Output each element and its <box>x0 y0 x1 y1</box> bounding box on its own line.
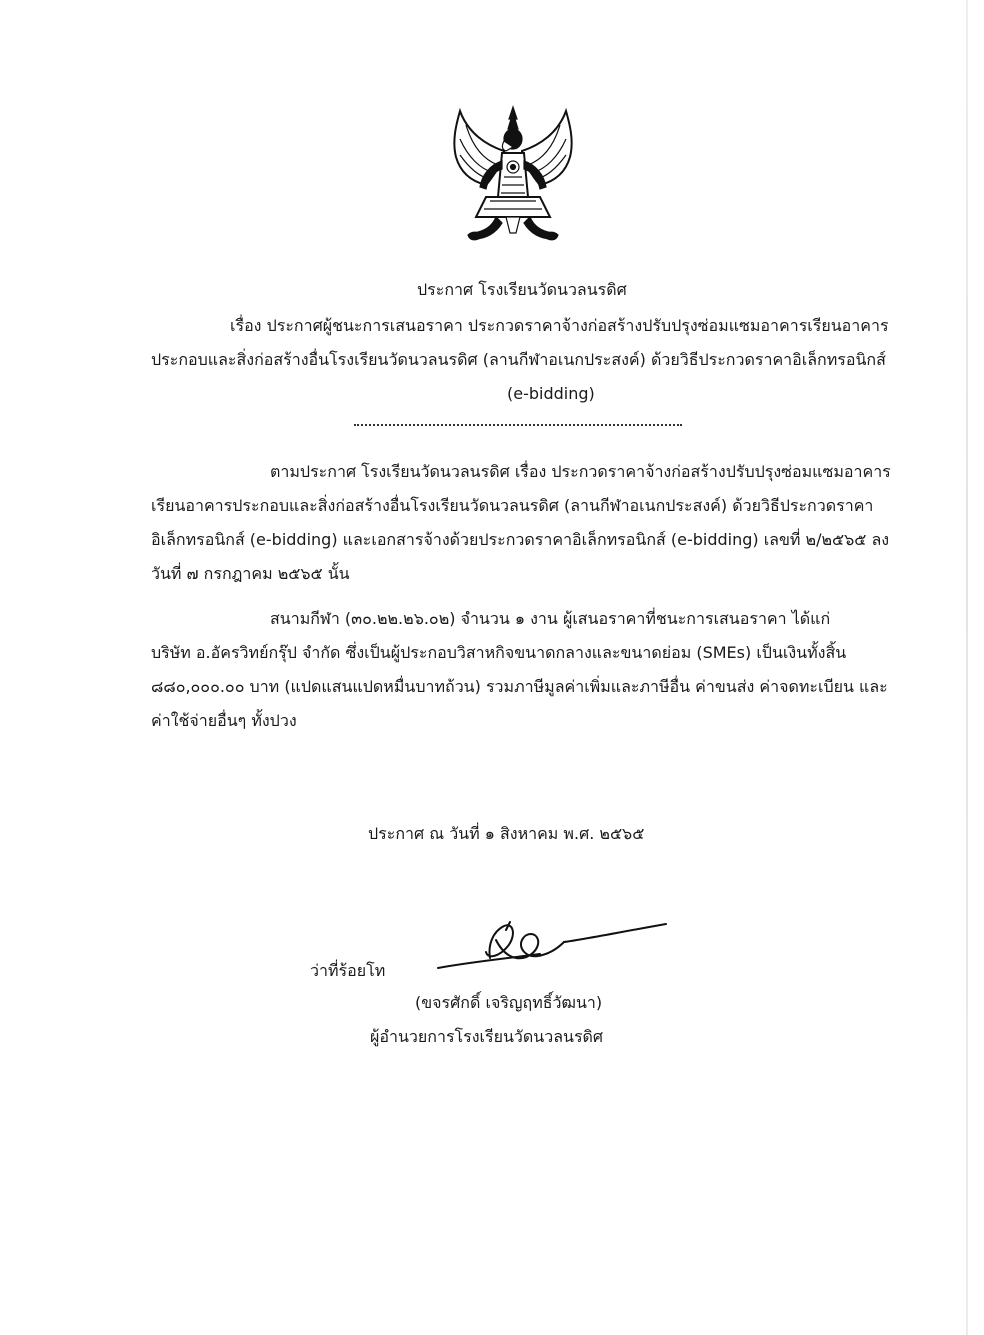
para2-line-2: บริษัท อ.อัครวิทย์กรุ๊ป จำกัด ซึ่งเป็นผู้ประกอบวิสาหกิจขนาดกลางและขนาดย่อม (SMEs) เป็นเงินทั้งสิ้น <box>151 643 847 662</box>
signatory-name: (ขจรศักดิ์ เจริญฤทธิ์วัฒนา) <box>415 993 603 1012</box>
para2-line-1: สนามกีฬา (๓๐.๒๒.๒๖.๐๒) จำนวน ๑ งาน ผู้เสนอราคาที่ชนะการเสนอราคา ได้แก่ <box>270 609 831 628</box>
garuda-emblem-icon <box>446 105 581 245</box>
announcement-date: ประกาศ ณ วันที่ ๑ สิงหาคม พ.ศ. ๒๕๖๕ <box>368 824 645 843</box>
signature-icon <box>430 918 670 980</box>
announcement-title: ประกาศ โรงเรียนวัดนวลนรดิศ <box>417 280 627 299</box>
subject-line-3: (e-bidding) <box>507 384 595 403</box>
para1-line-4: วันที่ ๗ กรกฎาคม ๒๕๖๕ นั้น <box>151 564 350 583</box>
para2-line-3: ๘๘๐,๐๐๐.๐๐ บาท (แปดแสนแปดหมื่นบาทถ้วน) รวมภาษีมูลค่าเพิ่มและภาษีอื่น ค่าขนส่ง ค่าจดทะเบียน และ <box>151 677 888 696</box>
signatory-position: ผู้อำนวยการโรงเรียนวัดนวลนรดิศ <box>370 1027 604 1046</box>
subject-line-2: ประกอบและสิ่งก่อสร้างอื่นโรงเรียนวัดนวลนรดิศ (ลานกีฬาอเนกประสงค์) ด้วยวิธีประกวดราคาอิเล็กทรอนิกส์ <box>151 350 886 369</box>
signatory-rank: ว่าที่ร้อยโท <box>310 961 386 980</box>
para1-line-3: อิเล็กทรอนิกส์ (e-bidding) และเอกสารจ้างด้วยประกวดราคาอิเล็กทรอนิกส์ (e-bidding) เลขที่ ๒/๒๕๖๕ ลง <box>151 530 890 549</box>
dotted-separator <box>354 420 682 426</box>
para1-line-2: เรียนอาคารประกอบและสิ่งก่อสร้างอื่นโรงเรียนวัดนวลนรดิศ (ลานกีฬาอเนกประสงค์) ด้วยวิธีประกวดราคา <box>151 496 874 515</box>
para2-line-4: ค่าใช้จ่ายอื่นๆ ทั้งปวง <box>151 711 297 730</box>
para1-line-1: ตามประกาศ โรงเรียนวัดนวลนรดิศ เรื่อง ประกวดราคาจ้างก่อสร้างปรับปรุงซ่อมแซมอาคาร <box>270 462 891 481</box>
subject-line-1: เรื่อง ประกาศผู้ชนะการเสนอราคา ประกวดราคาจ้างก่อสร้างปรับปรุงซ่อมแซมอาคารเรียนอาคาร <box>230 316 889 335</box>
scan-edge-line <box>966 0 968 1335</box>
